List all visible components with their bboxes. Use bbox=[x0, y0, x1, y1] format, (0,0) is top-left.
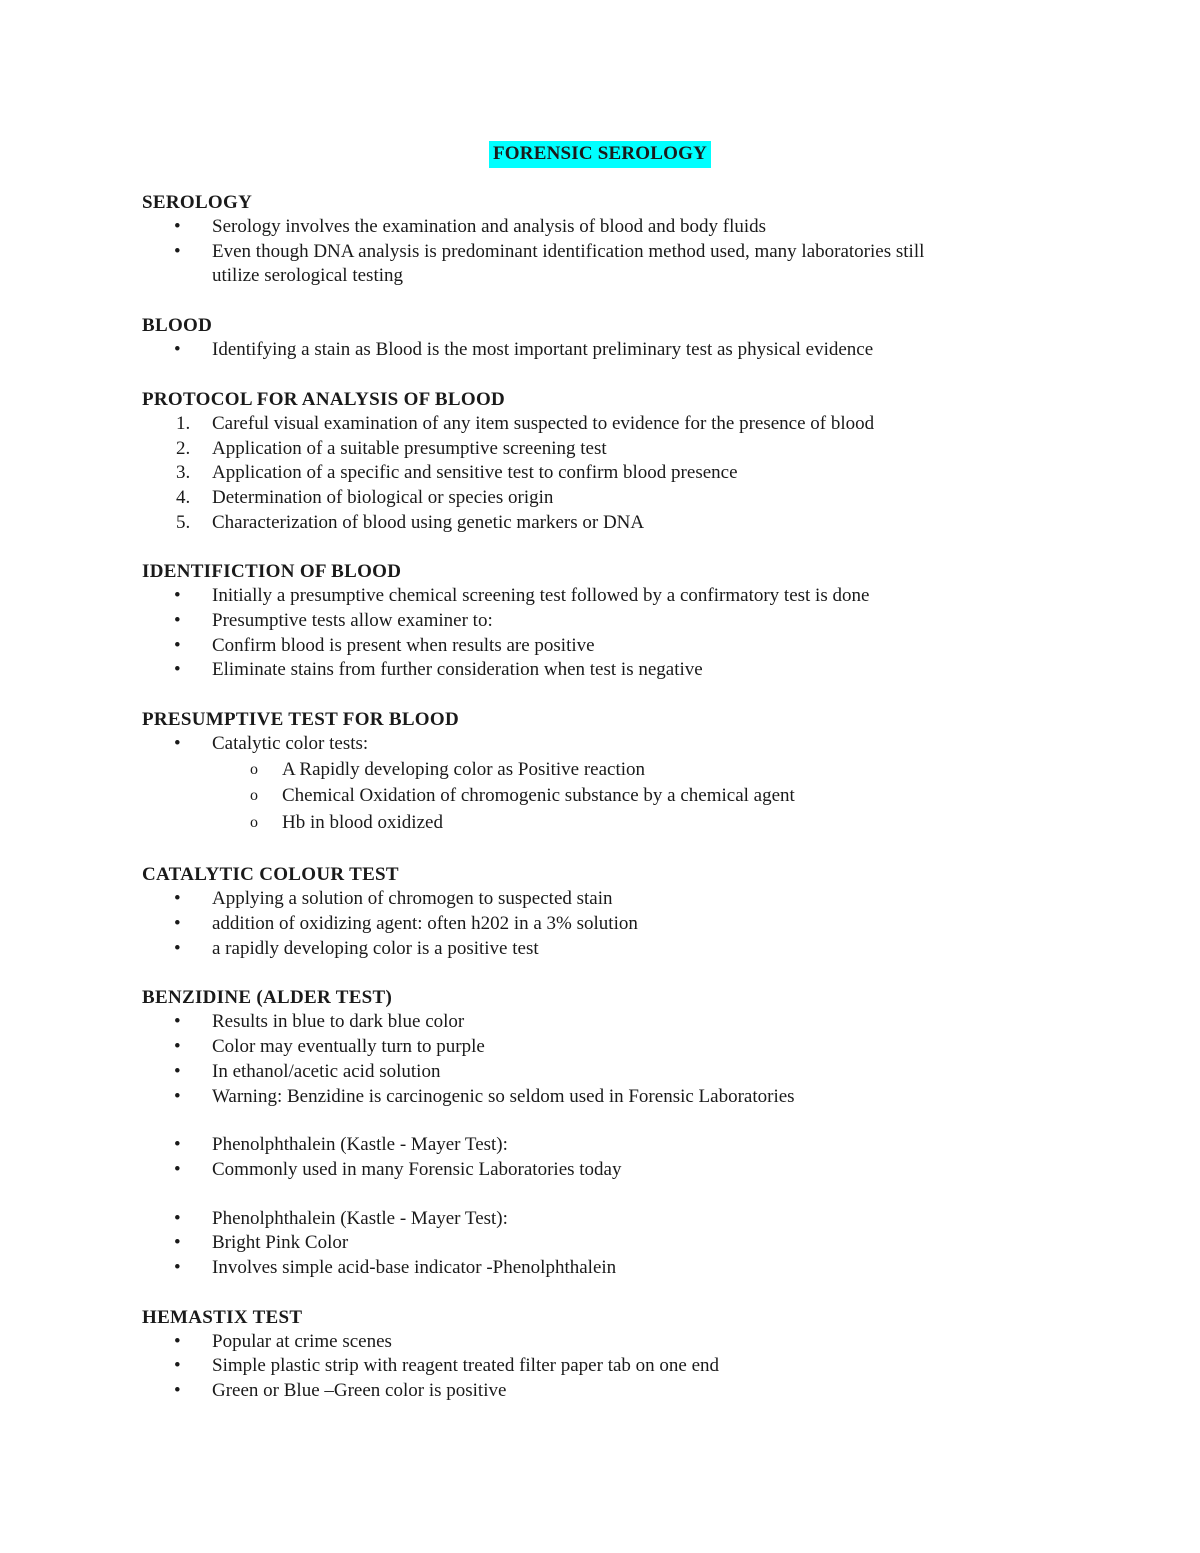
document-body bbox=[142, 190, 1042, 1404]
list-item-continuation: utilize serological testing bbox=[212, 265, 404, 287]
section-presumptive bbox=[142, 707, 1042, 836]
list-item: • Eliminate stains from further consideration when test is negative bbox=[142, 658, 1042, 683]
numbered-list bbox=[142, 412, 1042, 536]
spacer bbox=[142, 1281, 1042, 1305]
title-container bbox=[0, 141, 1200, 168]
list-number: 2. bbox=[176, 437, 191, 459]
list-item bbox=[142, 412, 1042, 437]
section-heading: HEMASTIX TEST bbox=[142, 1306, 303, 1328]
list-text: Application of a specific and sensitive test to confirm blood presence bbox=[212, 462, 738, 484]
bullet-list bbox=[142, 1133, 1042, 1182]
bullet-list bbox=[142, 584, 1042, 683]
bullet-list bbox=[142, 732, 1042, 757]
bullet-list bbox=[142, 1330, 1042, 1404]
spacer bbox=[142, 289, 1042, 313]
list-item: • Bright Pink Color bbox=[142, 1231, 1042, 1256]
spacer bbox=[142, 961, 1042, 985]
list-item bbox=[142, 511, 1042, 536]
spacer bbox=[142, 1183, 1042, 1207]
list-item: • Applying a solution of chromogen to suspected stain bbox=[142, 887, 1042, 912]
list-item: • a rapidly developing color is a positive test bbox=[142, 937, 1042, 962]
section-heading: BENZIDINE (ALDER TEST) bbox=[142, 987, 393, 1009]
list-item: • Identifying a stain as Blood is the most important preliminary test as physical evidence bbox=[142, 338, 1042, 363]
list-item: • Popular at crime scenes bbox=[142, 1330, 1042, 1355]
list-item: • Phenolphthalein (Kastle - Mayer Test): bbox=[142, 1207, 1042, 1232]
list-text: Characterization of blood using genetic markers or DNA bbox=[212, 511, 645, 533]
section-serology bbox=[142, 190, 1042, 289]
spacer bbox=[142, 1109, 1042, 1133]
list-item bbox=[142, 437, 1042, 462]
list-text: Application of a suitable presumptive screening test bbox=[212, 437, 607, 459]
list-item: • In ethanol/acetic acid solution bbox=[142, 1060, 1042, 1085]
sub-list-item: o Hb in blood oxidized bbox=[142, 810, 1042, 837]
list-item: • Initially a presumptive chemical screening test followed by a confirmatory test is done bbox=[142, 584, 1042, 609]
section-protocol bbox=[142, 387, 1042, 536]
section-identification bbox=[142, 559, 1042, 683]
list-text: Determination of biological or species origin bbox=[212, 486, 554, 508]
list-number: 1. bbox=[176, 412, 191, 434]
section-catalytic bbox=[142, 862, 1042, 961]
list-item: • Serology involves the examination and analysis of blood and body fluids bbox=[142, 215, 1042, 240]
sub-list bbox=[142, 757, 1042, 837]
bullet-list bbox=[142, 1010, 1042, 1109]
spacer bbox=[142, 683, 1042, 707]
list-item: • Commonly used in many Forensic Laboratories today bbox=[142, 1158, 1042, 1183]
spacer bbox=[142, 836, 1042, 862]
list-item bbox=[142, 486, 1042, 511]
document-title: FORENSIC SEROLOGY bbox=[489, 141, 711, 168]
bullet-list bbox=[142, 887, 1042, 961]
list-item: • Green or Blue –Green color is positive bbox=[142, 1379, 1042, 1404]
bullet-list bbox=[142, 215, 1042, 289]
list-text: Careful visual examination of any item suspected to evidence for the presence of blood bbox=[212, 412, 875, 434]
list-item: • Involves simple acid-base indicator -Phenolphthalein bbox=[142, 1256, 1042, 1281]
list-item: • Confirm blood is present when results are positive bbox=[142, 634, 1042, 659]
list-item: • Simple plastic strip with reagent treated filter paper tab on one end bbox=[142, 1354, 1042, 1379]
list-item: • Even though DNA analysis is predominant identification method used, many laboratories still bbox=[142, 240, 1042, 265]
section-heading: CATALYTIC COLOUR TEST bbox=[142, 864, 399, 886]
list-item: • Color may eventually turn to purple bbox=[142, 1035, 1042, 1060]
list-item: • Presumptive tests allow examiner to: bbox=[142, 609, 1042, 634]
list-item: • Warning: Benzidine is carcinogenic so seldom used in Forensic Laboratories bbox=[142, 1085, 1042, 1110]
list-item: • Catalytic color tests: bbox=[142, 732, 1042, 757]
sub-list-item: o A Rapidly developing color as Positive reaction bbox=[142, 757, 1042, 784]
section-heading: PRESUMPTIVE TEST FOR BLOOD bbox=[142, 709, 459, 731]
list-number: 3. bbox=[176, 462, 191, 484]
list-item: • Phenolphthalein (Kastle - Mayer Test): bbox=[142, 1133, 1042, 1158]
section-heading: BLOOD bbox=[142, 315, 213, 337]
bullet-list bbox=[142, 338, 1042, 363]
bullet-list bbox=[142, 1207, 1042, 1281]
section-hemastix bbox=[142, 1305, 1042, 1404]
section-benzidine bbox=[142, 985, 1042, 1280]
spacer bbox=[142, 535, 1042, 559]
section-heading: IDENTIFICTION OF BLOOD bbox=[142, 561, 402, 583]
list-item: • addition of oxidizing agent: often h202 in a 3% solution bbox=[142, 912, 1042, 937]
section-heading: PROTOCOL FOR ANALYSIS OF BLOOD bbox=[142, 388, 506, 410]
list-item bbox=[142, 461, 1042, 486]
spacer bbox=[142, 363, 1042, 387]
list-number: 5. bbox=[176, 511, 191, 533]
list-number: 4. bbox=[176, 486, 191, 508]
section-heading: SEROLOGY bbox=[142, 192, 253, 213]
section-blood bbox=[142, 313, 1042, 363]
list-item: • Results in blue to dark blue color bbox=[142, 1010, 1042, 1035]
sub-list-item: o Chemical Oxidation of chromogenic substance by a chemical agent bbox=[142, 783, 1042, 810]
